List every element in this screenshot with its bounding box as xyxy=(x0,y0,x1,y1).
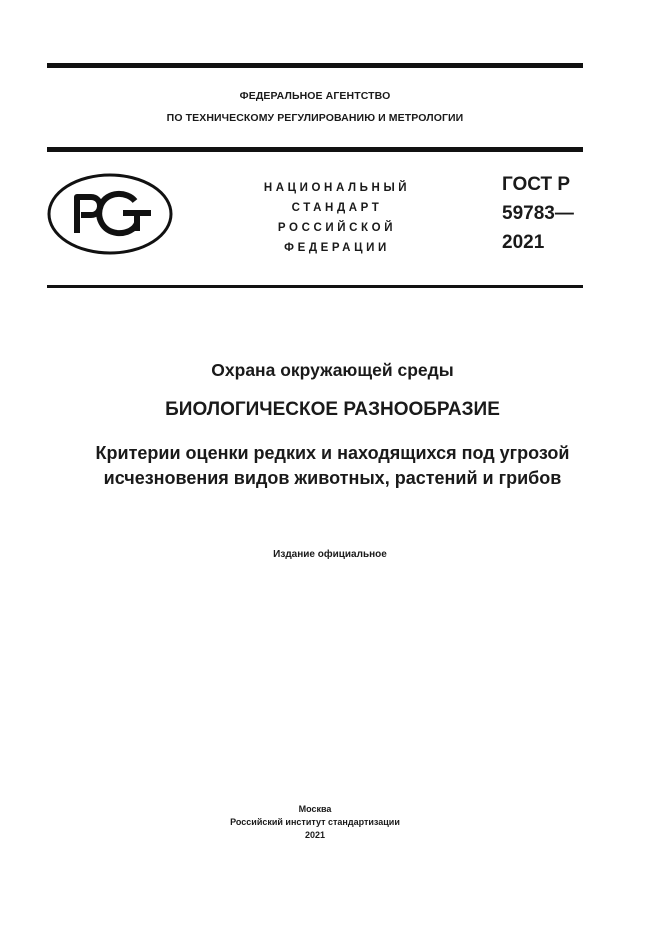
standard-type-line4: ФЕДЕРАЦИИ xyxy=(284,242,390,254)
designation-line3: 2021 xyxy=(502,232,545,253)
rst-certification-mark-icon xyxy=(47,173,173,255)
standard-type-block xyxy=(232,178,442,258)
agency-name-line1: ФЕДЕРАЛЬНОЕ АГЕНТСТВО xyxy=(239,90,391,102)
title-block-rule xyxy=(47,285,583,288)
subtitle-line2: исчезновения видов животных, растений и грибов xyxy=(103,468,562,488)
document-title: БИОЛОГИЧЕСКОЕ РАЗНООБРАЗИЕ xyxy=(165,399,500,420)
imprint-city: Москва xyxy=(298,804,332,814)
document-subtitle xyxy=(20,441,645,491)
subtitle-line1: Критерии оценки редких и находящихся под угрозой xyxy=(95,443,570,463)
designation-line1: ГОСТ Р xyxy=(502,174,571,195)
imprint-year: 2021 xyxy=(304,830,326,840)
standard-type-line2: СТАНДАРТ xyxy=(291,202,383,214)
standard-type-line3: РОССИЙСКОЙ xyxy=(277,222,397,234)
edition-label: Издание официальное xyxy=(273,549,387,560)
designation-line2: 59783— xyxy=(502,203,574,224)
top-rule xyxy=(47,63,583,68)
standard-type-line1: НАЦИОНАЛЬНЫЙ xyxy=(263,182,411,194)
agency-name-line2: ПО ТЕХНИЧЕСКОМУ РЕГУЛИРОВАНИЮ И МЕТРОЛОГИИ xyxy=(166,112,464,124)
header-rule xyxy=(47,147,583,152)
standard-designation xyxy=(502,170,574,257)
imprint-publisher: Российский институт стандартизации xyxy=(230,817,400,827)
imprint xyxy=(47,803,583,842)
document-subject: Охрана окружающей среды xyxy=(211,360,454,380)
